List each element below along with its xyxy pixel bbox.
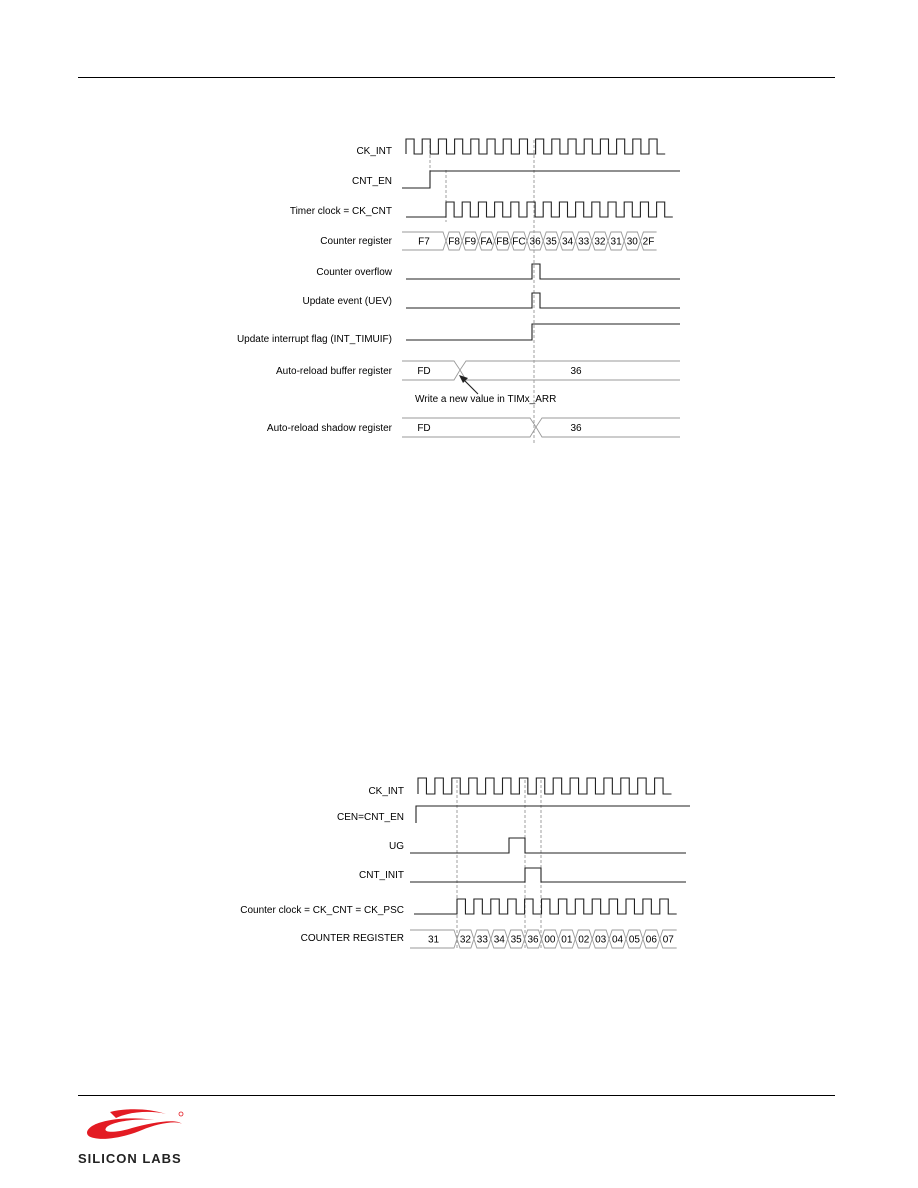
logo-text: SILICON LABS (78, 1151, 182, 1166)
buffer-value-new: 36 (570, 366, 582, 377)
counter-register-value: 35 (545, 236, 557, 248)
label-cen-cnt-en: CEN=CNT_EN (337, 812, 404, 823)
bus-autoreload-shadow (402, 418, 680, 437)
wave-ck-int-2 (418, 778, 672, 794)
wave-update-interrupt-flag (406, 324, 680, 340)
label-counter-register: Counter register (320, 236, 392, 247)
counter-register-2-value: 04 (611, 934, 624, 946)
counter-register-value: FA (480, 236, 493, 248)
wave-counter-overflow (406, 264, 680, 279)
label-ug: UG (389, 841, 404, 852)
counter-register-value: 31 (610, 236, 622, 248)
counter-register-2-value: 01 (561, 934, 573, 946)
counter-register-value: 36 (529, 236, 541, 248)
write-arrow (459, 375, 478, 394)
wave-timer-clock (406, 202, 673, 217)
label-cnt-init: CNT_INIT (359, 870, 404, 881)
wave-ck-int (406, 139, 665, 154)
shadow-value-new: 36 (570, 423, 582, 434)
footer-rule (78, 1095, 835, 1096)
silicon-labs-logo-icon (80, 1108, 190, 1153)
label-counter-overflow: Counter overflow (316, 267, 392, 278)
counter-register-2-value: 32 (459, 934, 472, 946)
wave-ug (410, 838, 686, 853)
counter-register-value: F8 (448, 236, 460, 248)
counter-register-value: 33 (578, 236, 590, 248)
counter-register-value: 32 (594, 236, 606, 248)
buffer-value-old: FD (417, 366, 431, 377)
counter-register-value: F9 (464, 236, 477, 248)
label-ck-int-2: CK_INT (368, 786, 404, 797)
counter-register-2-value: 36 (527, 934, 539, 946)
wave-counter-clock (414, 899, 677, 914)
counter-register-2-value: 35 (510, 934, 522, 946)
counter-register-value: F7 (418, 236, 430, 248)
wave-cnt-en (402, 171, 680, 188)
counter-register-2-value: 02 (578, 934, 590, 946)
counter-register-2-value: 33 (476, 934, 488, 946)
counter-register-2-value: 05 (628, 934, 641, 946)
label-ck-int: CK_INT (356, 146, 392, 157)
annotation-write-arr: Write a new value in TIMx_ARR (415, 394, 557, 405)
bus-counter-register-2 (410, 930, 677, 948)
shadow-value-old: FD (417, 423, 431, 434)
label-update-event: Update event (UEV) (302, 296, 392, 307)
bus-counter-register (402, 232, 657, 250)
counter-register-value: 2F (642, 236, 655, 248)
counter-register-2-value: 34 (493, 934, 505, 946)
wave-cnt-init (410, 868, 686, 882)
label-autoreload-buffer: Auto-reload buffer register (276, 366, 392, 377)
counter-register-value: 34 (561, 236, 574, 248)
timing-diagram-1 (0, 0, 918, 470)
counter-register-2-value: 06 (645, 934, 657, 946)
counter-register-2-value: 00 (544, 934, 556, 946)
counter-register-value: 30 (626, 236, 638, 248)
counter-register-value: FC (512, 236, 526, 248)
bus-autoreload-buffer (402, 361, 680, 380)
label-counter-clock: Counter clock = CK_CNT = CK_PSC (240, 905, 404, 916)
counter-register-2-value: 31 (427, 934, 440, 946)
label-update-interrupt-flag: Update interrupt flag (INT_TIMUIF) (236, 334, 392, 345)
counter-register-2-value: 03 (595, 934, 607, 946)
wave-update-event (406, 293, 680, 308)
timing-diagram-2 (0, 760, 918, 980)
label-counter-register-2: COUNTER REGISTER (300, 933, 404, 944)
counter-register-2-value: 07 (662, 934, 674, 946)
label-timer-clock: Timer clock = CK_CNT (289, 206, 392, 217)
counter-register-value: FB (496, 236, 510, 248)
label-autoreload-shadow: Auto-reload shadow register (266, 423, 392, 434)
label-cnt-en: CNT_EN (351, 176, 392, 187)
